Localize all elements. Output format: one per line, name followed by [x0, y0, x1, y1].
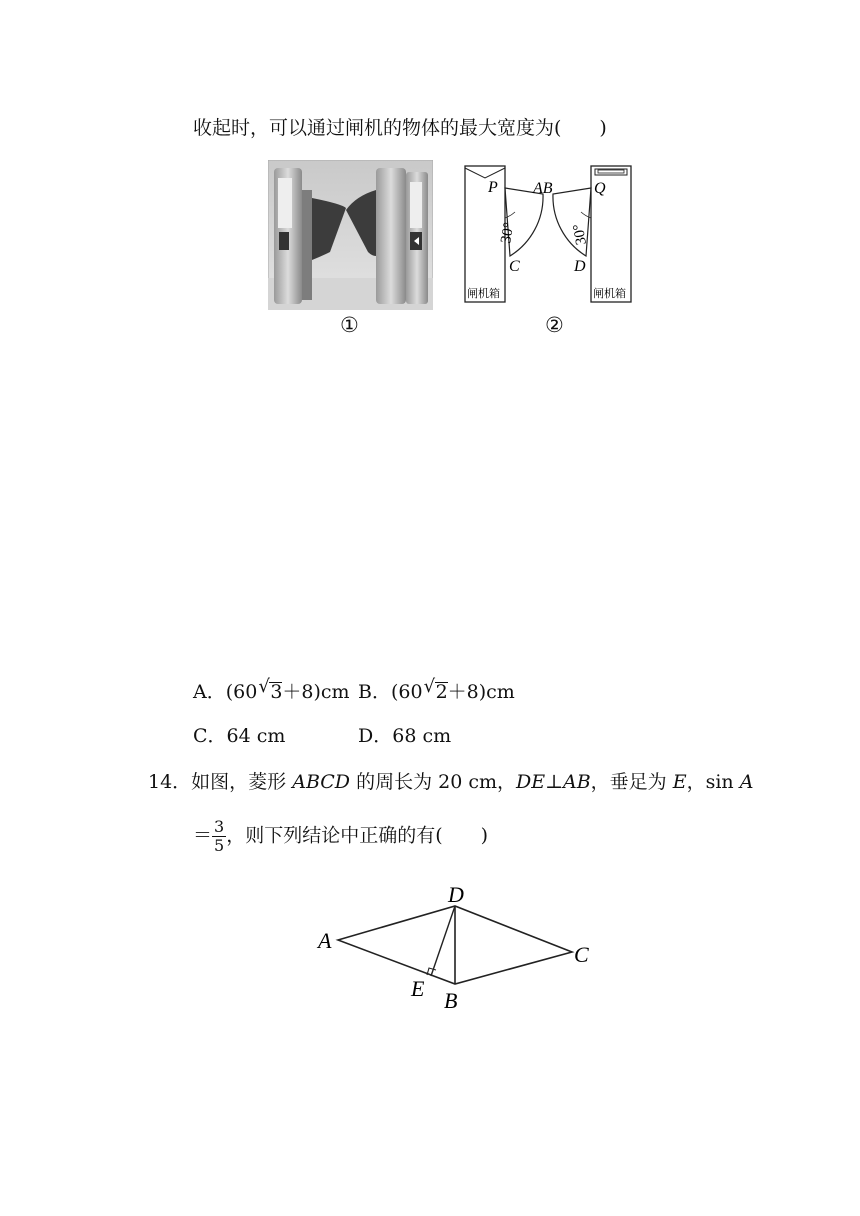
- left-box-label: 闸机箱: [467, 288, 500, 300]
- label-P: P: [488, 179, 498, 196]
- q13-stem-tail: 收起时，可以通过闸机的物体的最大宽度为( ): [193, 117, 607, 139]
- q14-line1: 14．如图，菱形 ABCD 的周长为 20 cm，DE⊥AB，垂足为 E，sin A: [148, 771, 754, 793]
- fraction-3-5: $\frac{3}{5}$: [214, 817, 225, 855]
- option-b: B．(60√ 2＋8)cm: [358, 680, 515, 704]
- turnstile-photo: [268, 160, 433, 310]
- label-angle-left: 30°: [498, 221, 518, 245]
- label-D: D: [448, 882, 464, 907]
- label-E: E: [411, 976, 425, 1001]
- right-flap: [553, 188, 591, 256]
- option-d: D．68 cm: [358, 725, 452, 747]
- figure-1-label: ①: [340, 313, 359, 337]
- q14-line2: ＝ $\frac{3}{5}$ ，则下列结论中正确的有( ): [193, 817, 489, 855]
- turnstile-diagram: [458, 160, 648, 310]
- rhombus-figure: [310, 880, 600, 1020]
- label-D: D: [574, 258, 586, 275]
- segment-de: [431, 906, 455, 976]
- label-AB: AB: [533, 180, 553, 197]
- label-A: A: [318, 928, 332, 953]
- figure-2-label: ②: [545, 313, 564, 337]
- option-a: A．(60√ 3＋8)cm: [193, 680, 350, 704]
- label-C: C: [509, 258, 520, 275]
- option-c: C．64 cm: [193, 725, 286, 747]
- label-Q: Q: [594, 180, 606, 197]
- label-C: C: [574, 942, 589, 967]
- label-angle-right: 30°: [570, 222, 590, 247]
- right-box-label: 闸机箱: [593, 288, 626, 300]
- left-flap: [505, 188, 543, 256]
- label-B: B: [444, 988, 458, 1013]
